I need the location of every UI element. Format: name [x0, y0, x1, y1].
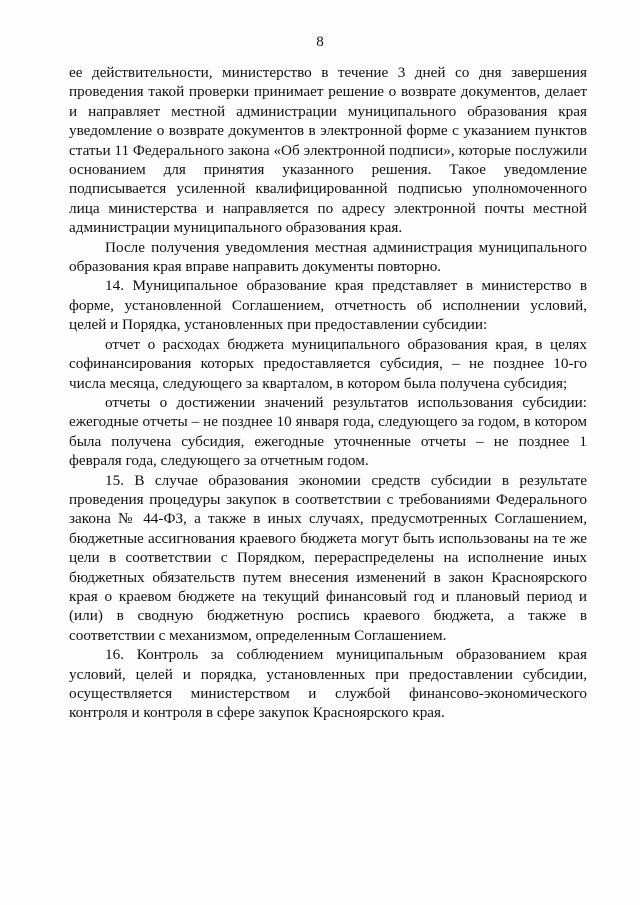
paragraph-resubmission: После получения уведомления местная администрация муниципального образования края вправе направить документы повторно. — [69, 238, 587, 276]
page-number: 8 — [316, 34, 324, 50]
paragraph-results-report: отчеты о достижении значений результатов использования субсидии: ежегодные отчеты – не позднее 10 января года, следующего за годом, в котором была получена субсидия, ежегодные уточненные отчеты – не позднее 1 февраля года, следующего за отчетным годом. — [69, 393, 587, 470]
paragraph-item-14: 14. Муниципальное образование края представляет в министерство в форме, установленной Соглашением, отчетность об исполнении условий, целей и Порядка, установленных при предоставлении субсидии: — [69, 277, 587, 334]
paragraph-expense-report: отчет о расходах бюджета муниципального образования края, в целях софинансирования которых предоставляется субсидия, – не позднее 10-го числа месяца, следующего за кварталом, в котором была получена субсидия; — [69, 335, 587, 392]
paragraph-item-15: 15. В случае образования экономии средств субсидии в результате проведения процедуры закупок в соответствии с требованиями Федерального закона № 44-ФЗ, а также в иных случаях, предусмотренных Соглашением, бюджетные ассигнования краевого бюджета могут быть использованы на те же цели в соответствии с Порядком, перераспределены на исполнение иных бюджетных обязательств путем внесения изменений в закон Красноярского края о краевом бюджете на текущий финансовый год и плановый период и (или) в сводную бюджетную роспись краевого бюджета, а также в соответствии с механизмом, определенным Соглашением. — [69, 471, 587, 644]
paragraph-item-16: 16. Контроль за соблюдением муниципальным образованием края условий, целей и порядка, установленных при предоставлении субсидии, осуществляется министерством и службой финансово-экономического контроля и контроля в сфере закупок Красноярского края. — [69, 646, 587, 722]
paragraph-continuation: ее действительности, министерство в течение 3 дней со дня завершения проведения такой проверки принимает решение о возврате документов, делает и направляет местной администрации муниципального образования края уведомление о возврате документов в электронной форме с указанием пунктов статьи 11 Федерального закона «Об электронной подписи», которые послужили основанием для принятия указанного решения. Такое уведомление подписывается усиленной квалифицированной подписью уполномоченного лица министерства и направляется по адресу электронной почты местной администрации муниципального образования края. — [69, 64, 587, 237]
document-body — [69, 63, 587, 723]
